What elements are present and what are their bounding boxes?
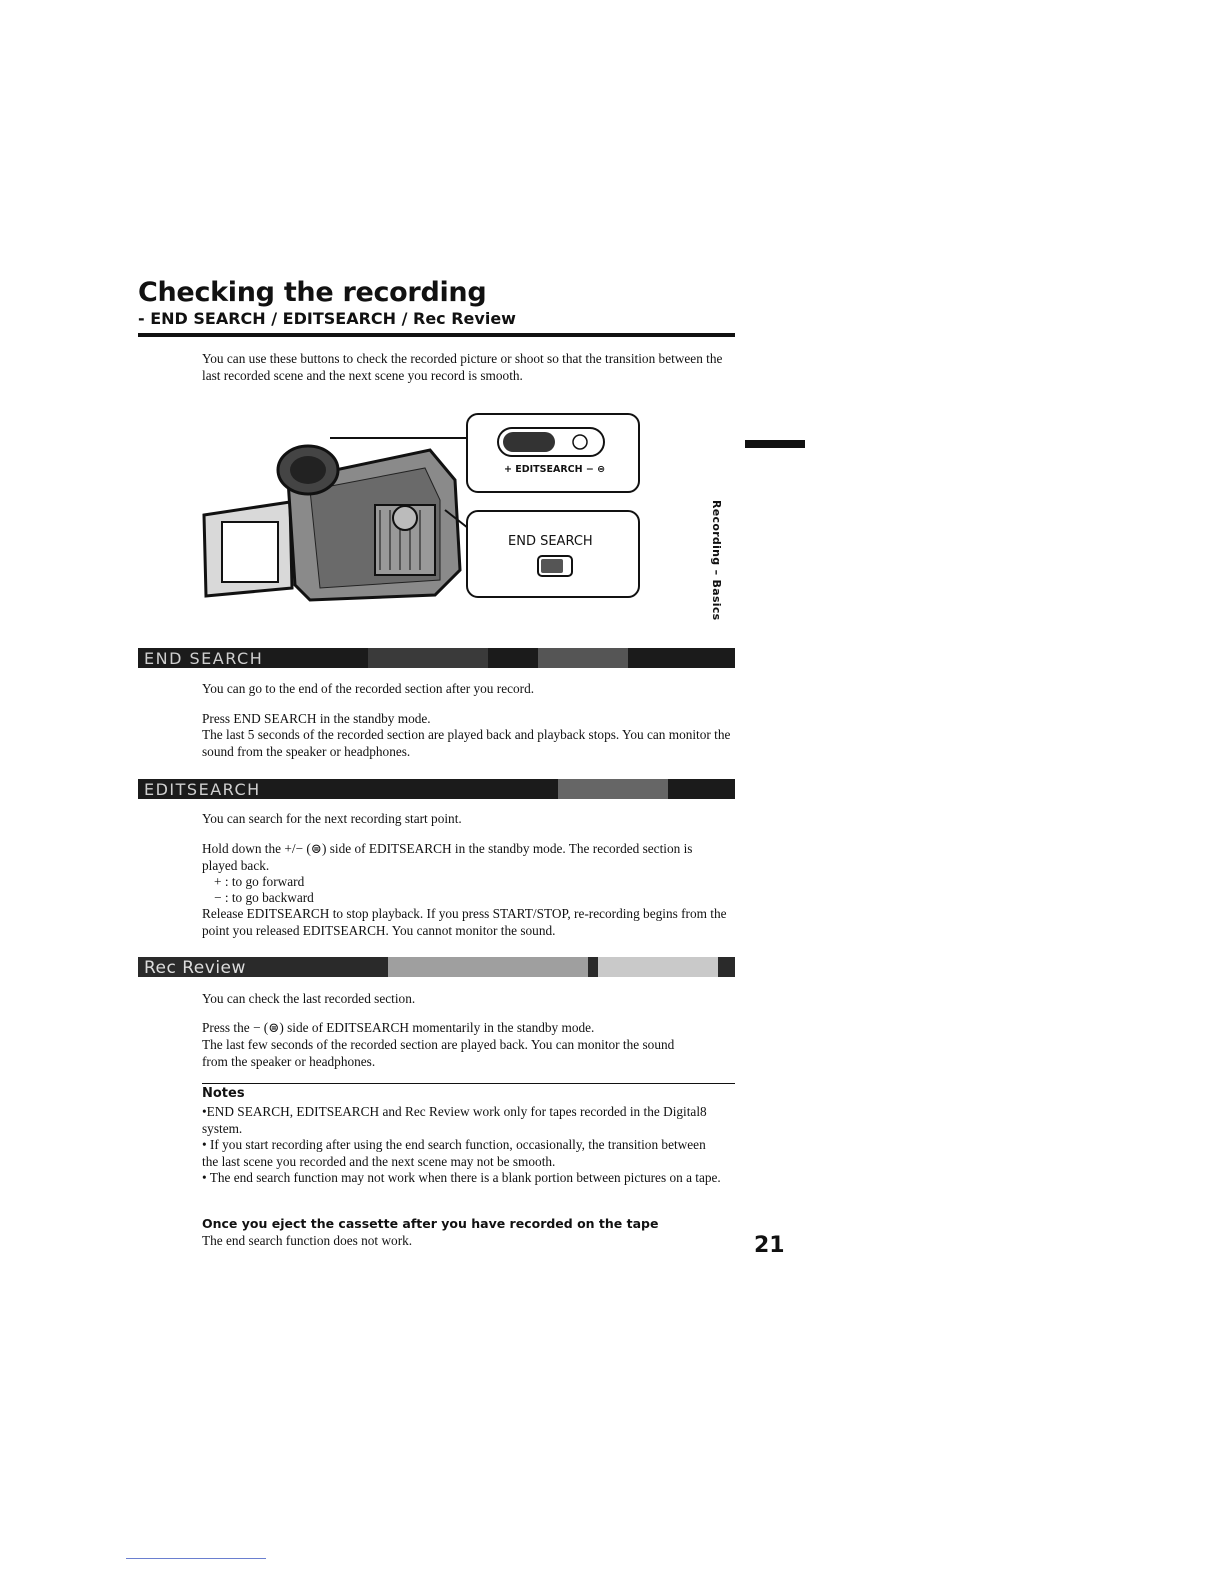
section-heading-editsearch: EDITSEARCH: [144, 780, 261, 799]
end-search-text-2: Press END SEARCH in the standby mode.: [202, 711, 431, 726]
page-title: Checking the recording: [138, 277, 487, 308]
note-item-3: • The end search function may not work when there is a blank portion between pictures on a tape.: [202, 1170, 721, 1185]
editsearch-text-1: You can search for the next recording start point.: [202, 811, 462, 826]
rec-review-text-2: Press the − (⊜) side of EDITSEARCH momentarily in the standby mode.: [202, 1020, 595, 1035]
section-heading-rec-review: Rec Review: [144, 958, 246, 977]
editsearch-callout: [466, 413, 640, 493]
notes-rule: [202, 1083, 735, 1084]
end-search-text-3: The last 5 seconds of the recorded section are played back and playback stops. You can monitor the sound from the speaker or headphones.: [202, 727, 731, 759]
endsearch-callout: [466, 510, 640, 598]
section-bar-end-search: [138, 648, 735, 668]
notes-heading: Notes: [202, 1086, 245, 1101]
note-item-1: •END SEARCH, EDITSEARCH and Rec Review work only for tapes recorded in the Digital8 system.: [202, 1104, 707, 1136]
section-bar-rec-review: [138, 957, 735, 977]
rec-review-text-1: You can check the last recorded section.: [202, 991, 416, 1006]
editsearch-text-backward: − : to go backward: [214, 890, 314, 905]
chapter-tab-label: Recording – Basics: [710, 500, 723, 621]
editsearch-text-2: Hold down the +/− (⊜) side of EDITSEARCH in the standby mode. The recorded section is played back.: [202, 841, 693, 873]
section-bar-editsearch: [138, 779, 735, 799]
endsearch-button-icon: [536, 554, 576, 580]
editsearch-switch-icon: [496, 425, 606, 459]
title-rule: [138, 333, 735, 337]
eject-heading: Once you eject the cassette after you have recorded on the tape: [202, 1216, 659, 1231]
endsearch-label: END SEARCH: [508, 534, 593, 549]
footer-line: [126, 1558, 266, 1559]
end-search-text-1: You can go to the end of the recorded section after you record.: [202, 681, 535, 696]
intro-paragraph: You can use these buttons to check the recorded picture or shoot so that the transition between the last recorded scene and the next scene you record is smooth.: [202, 351, 723, 383]
editsearch-text-forward: + : to go forward: [214, 874, 305, 889]
editsearch-label: + EDITSEARCH − ⊜: [504, 464, 606, 475]
rec-review-text-3: The last few seconds of the recorded section are played back. You can monitor the sound from the speaker or headphones.: [202, 1037, 675, 1069]
chapter-tab-marker: [745, 440, 805, 448]
eject-text: The end search function does not work.: [202, 1233, 413, 1248]
page-subtitle: - END SEARCH / EDITSEARCH / Rec Review: [138, 309, 516, 328]
page-number: 21: [754, 1233, 785, 1258]
section-heading-end-search: END SEARCH: [144, 649, 264, 668]
note-item-2: • If you start recording after using the end search function, occasionally, the transition between the last scene you recorded and the next scene may not be smooth.: [202, 1137, 706, 1169]
editsearch-text-3: Release EDITSEARCH to stop playback. If you press START/STOP, re-recording begins from the point you released EDITSEARCH. You cannot monitor the sound.: [202, 906, 727, 938]
